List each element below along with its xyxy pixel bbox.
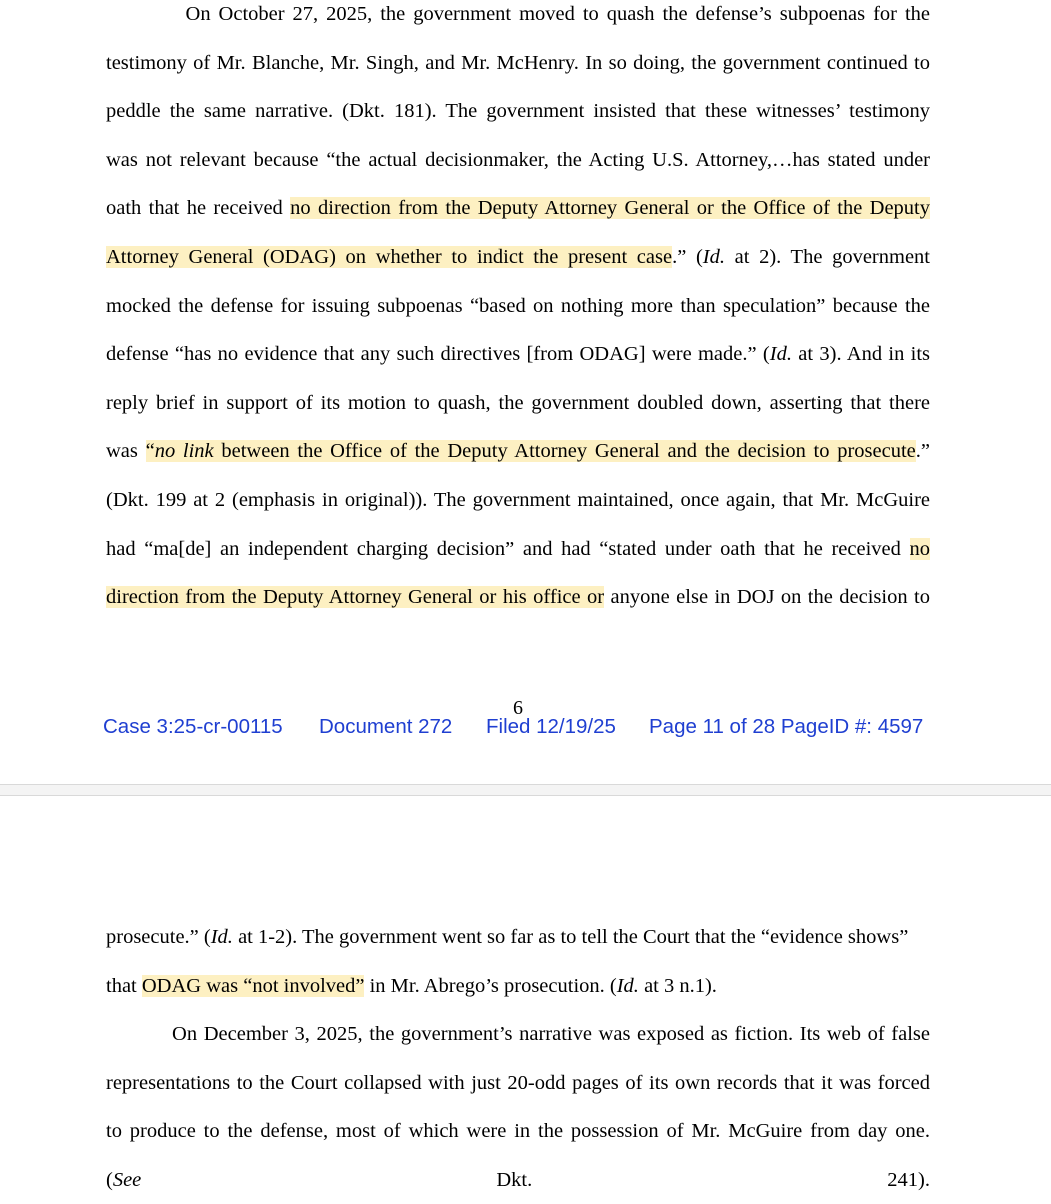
case-number-stamp: Case 3:25-cr-00115 [103,715,283,738]
highlight: “no link between the Office of the Deputy Attorney General and the decision to prosecute [145,440,916,463]
text-line: (See Dkt. 241). [106,1168,930,1191]
page-id-stamp: Page 11 of 28 PageID #: 4597 [649,715,924,738]
text-line: was not relevant because “the actual decisionmaker, the Acting U.S. Attorney,…has stated under [106,148,930,171]
text-line: Attorney General (ODAG) on whether to indict the present case.” (Id. at 2). The government [106,245,930,268]
paragraph-december-3 [106,1010,930,1204]
text-line: On December 3, 2025, the government’s narrative was exposed as fiction. Its web of false [106,1023,930,1045]
highlight: no direction from the Deputy Attorney General or the Office of the Deputy [290,197,930,220]
text-line: representations to the Court collapsed with just 20-odd pages of its own records that it was forced [106,1071,930,1094]
document-page-7 [0,796,1051,1200]
page-number: 6 [513,697,523,719]
paragraph-motion-to-quash [106,0,930,622]
text-line: was “no link between the Office of the Deputy Attorney General and the decision to prosecute.” [106,440,930,463]
text-line: oath that he received no direction from the Deputy Attorney General or the Office of the Deputy [106,197,930,220]
document-number-stamp: Document 272 [319,715,453,738]
text-line: testimony of Mr. Blanche, Mr. Singh, and Mr. McHenry. In so doing, the government continued to [106,51,930,74]
text-line: reply brief in support of its motion to quash, the government doubled down, asserting that there [106,391,930,414]
highlight: no [909,537,930,560]
text-line: mocked the defense for issuing subpoenas “based on nothing more than speculation” because the [106,294,930,317]
text-line: defense “has no evidence that any such directives [from ODAG] were made.” (Id. at 3). And in its [106,343,931,366]
highlight: Attorney General (ODAG) on whether to indict the present case [106,245,673,268]
text-line: prosecute.” (Id. at 1-2). The government went so far as to tell the Court that the “evidence shows” [106,926,909,948]
text-line: that ODAG was “not involved” in Mr. Abrego’s prosecution. (Id. at 3 n.1). [106,974,717,997]
paragraph-continuation [106,913,930,1010]
text-line: (Dkt. 199 at 2 (emphasis in original)). The government maintained, once again, that Mr. McGuire [106,488,930,511]
page-separator [0,784,1051,796]
text-line: had “ma[de] an independent charging decision” and had “stated under oath that he received no [106,537,930,560]
text-line: direction from the Deputy Attorney General or his office or anyone else in DOJ on the decision to [106,586,930,609]
text-line: peddle the same narrative. (Dkt. 181). The government insisted that these witnesses’ testimony [106,100,930,123]
highlight: direction from the Deputy Attorney General or his office or [106,586,605,609]
text-line: On October 27, 2025, the government moved to quash the defense’s subpoenas for the [106,3,930,25]
highlight: ODAG was “not involved” [141,974,365,997]
filed-date-stamp: Filed 12/19/25 [486,715,616,738]
text-line: to produce to the defense, most of which were in the possession of Mr. McGuire from day one. [106,1120,930,1143]
